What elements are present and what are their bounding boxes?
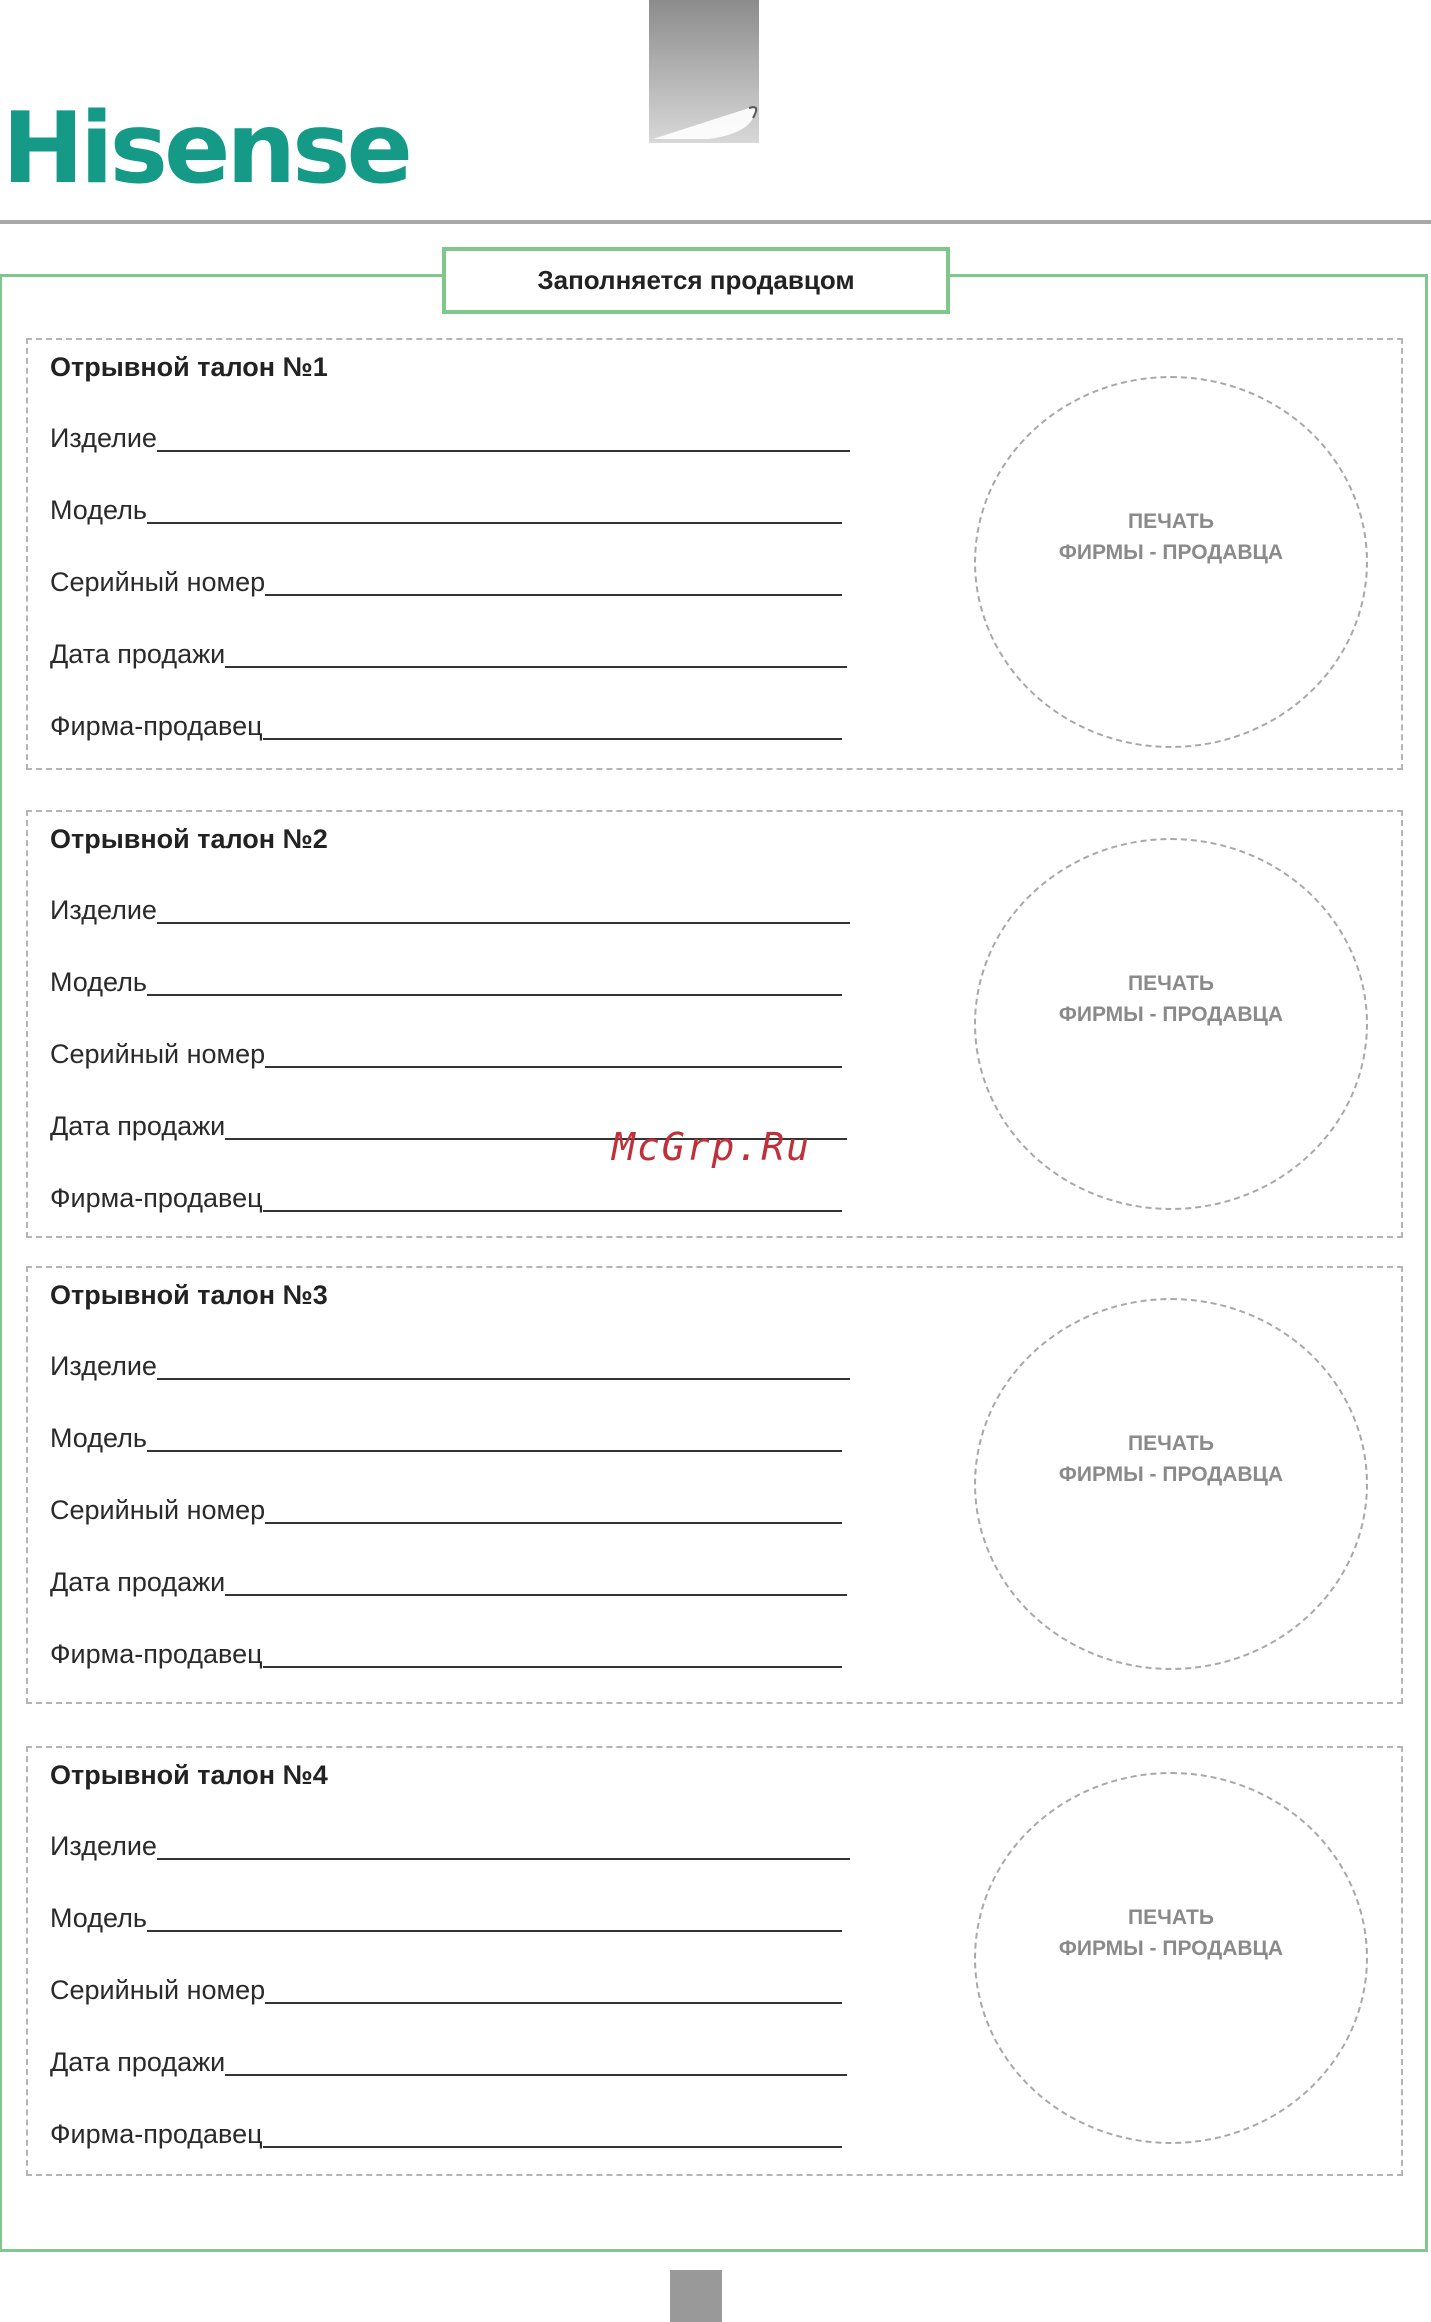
- stamp-circle: [974, 1772, 1368, 2144]
- input-line[interactable]: [147, 993, 842, 996]
- coupon-4: [26, 1746, 1403, 2176]
- stamp-line-1: ПЕЧАТЬ: [1128, 1431, 1214, 1455]
- stamp-line-1: ПЕЧАТЬ: [1128, 971, 1214, 995]
- input-line[interactable]: [263, 737, 842, 740]
- page-number-block: [670, 2270, 722, 2322]
- serial-field[interactable]: Серийный номер: [50, 1486, 842, 1528]
- stamp-line-2: ФИРМЫ - ПРОДАВЦА: [1058, 1937, 1284, 1960]
- hisense-logo: Hisense: [2, 92, 409, 206]
- stamp-line-2: ФИРМЫ - ПРОДАВЦА: [1058, 541, 1284, 564]
- input-line[interactable]: [225, 2073, 847, 2076]
- input-line[interactable]: [265, 1065, 842, 1068]
- model-field[interactable]: Модель: [50, 486, 842, 528]
- stamp-line-1: ПЕЧАТЬ: [1128, 509, 1214, 533]
- model-field[interactable]: Модель: [50, 958, 842, 1000]
- coupon-3: [26, 1266, 1403, 1704]
- serial-field[interactable]: Серийный номер: [50, 1966, 842, 2008]
- input-line[interactable]: [263, 1209, 842, 1212]
- coupon-1: [26, 338, 1403, 770]
- serial-field[interactable]: Серийный номер: [50, 1030, 842, 1072]
- input-line[interactable]: [147, 1929, 842, 1932]
- product-field[interactable]: Изделие: [50, 414, 850, 456]
- stamp-circle: [974, 376, 1368, 748]
- input-line[interactable]: [225, 1593, 847, 1596]
- input-line[interactable]: [265, 2001, 842, 2004]
- input-line[interactable]: [263, 2145, 842, 2148]
- stamp-line-2: ФИРМЫ - ПРОДАВЦА: [1058, 1463, 1284, 1486]
- seller-field[interactable]: Фирма-продавец: [50, 702, 842, 744]
- seller-field[interactable]: Фирма-продавец: [50, 1174, 842, 1216]
- seller-field[interactable]: Фирма-продавец: [50, 1630, 842, 1672]
- stamp-line-2: ФИРМЫ - ПРОДАВЦА: [1058, 1003, 1284, 1026]
- sale-date-field[interactable]: Дата продажи: [50, 2038, 847, 2080]
- input-line[interactable]: [265, 593, 842, 596]
- model-field[interactable]: Модель: [50, 1414, 842, 1456]
- input-line[interactable]: [157, 921, 850, 924]
- product-field[interactable]: Изделие: [50, 1342, 850, 1384]
- coupon-2: [26, 810, 1403, 1238]
- input-line[interactable]: [157, 1377, 850, 1380]
- serial-field[interactable]: Серийный номер: [50, 558, 842, 600]
- coupon-title: Отрывной талон №2: [50, 824, 328, 854]
- input-line[interactable]: [157, 1857, 850, 1860]
- sale-date-field[interactable]: Дата продажи: [50, 1558, 847, 1600]
- stamp-line-1: ПЕЧАТЬ: [1128, 1905, 1214, 1929]
- input-line[interactable]: [265, 1521, 842, 1524]
- input-line[interactable]: [157, 449, 850, 452]
- input-line[interactable]: [147, 1449, 842, 1452]
- product-field[interactable]: Изделие: [50, 886, 850, 928]
- product-field[interactable]: Изделие: [50, 1822, 850, 1864]
- page-tab-graphic: [649, 0, 759, 143]
- stamp-circle: [974, 838, 1368, 1210]
- seller-section-title: Заполняется продавцом: [442, 247, 950, 314]
- coupon-title: Отрывной талон №1: [50, 352, 328, 382]
- seller-field[interactable]: Фирма-продавец: [50, 2110, 842, 2152]
- sale-date-field[interactable]: Дата продажи: [50, 630, 847, 672]
- coupon-title: Отрывной талон №4: [50, 1760, 328, 1790]
- stamp-circle: [974, 1298, 1368, 1670]
- watermark-text: McGrp.Ru: [612, 1125, 812, 1169]
- input-line[interactable]: [147, 521, 842, 524]
- input-line[interactable]: [225, 665, 847, 668]
- coupon-title: Отрывной талон №3: [50, 1280, 328, 1310]
- header-divider: [0, 220, 1431, 224]
- model-field[interactable]: Модель: [50, 1894, 842, 1936]
- sale-date-field[interactable]: Дата продажи: [50, 1102, 847, 1144]
- input-line[interactable]: [263, 1665, 842, 1668]
